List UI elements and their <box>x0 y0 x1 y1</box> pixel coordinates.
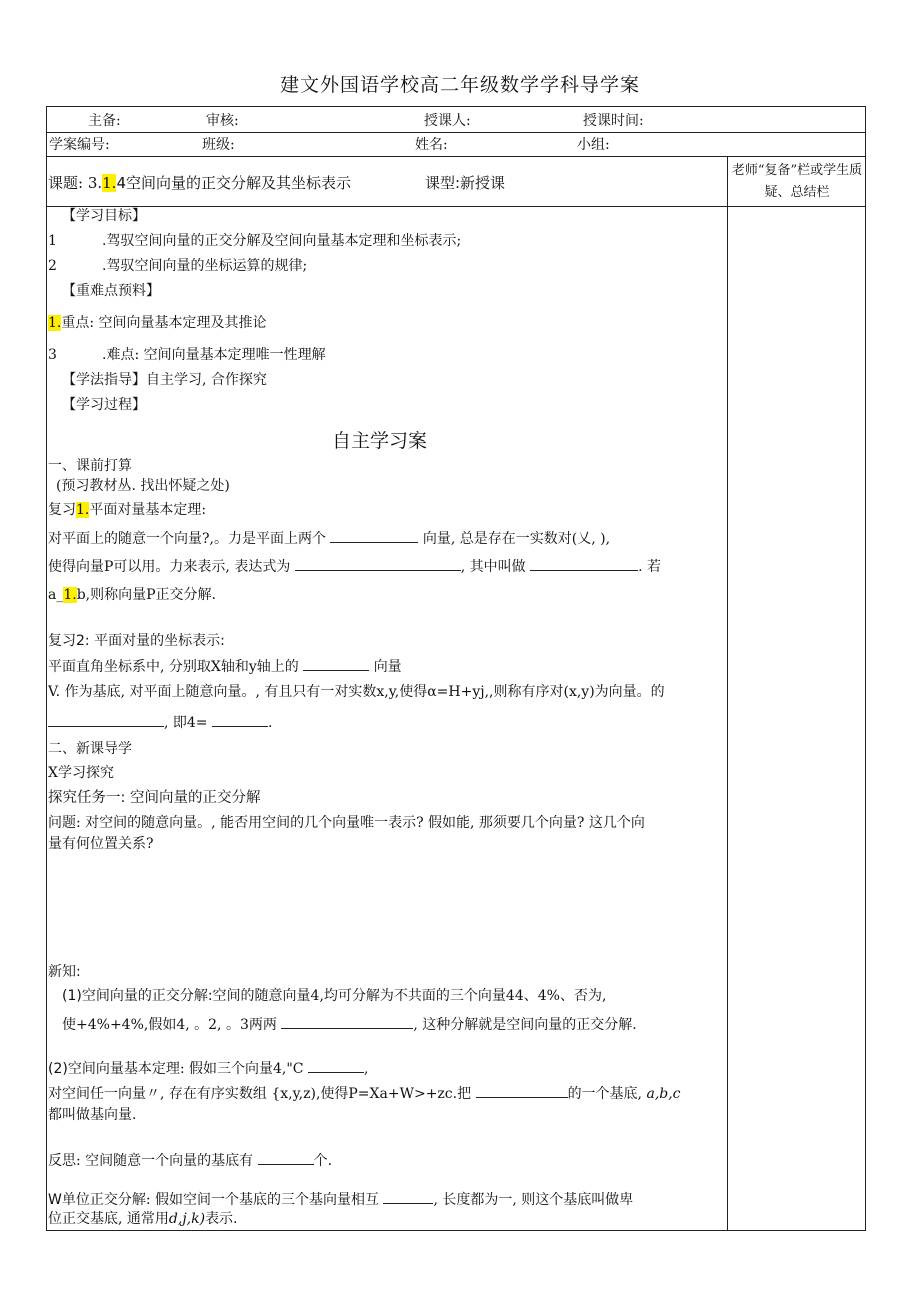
label-shouke-time: 授课时间: <box>583 113 644 129</box>
answer-blank[interactable] <box>530 556 638 571</box>
topic-prefix: 课题: 3. <box>48 174 103 192</box>
key-points-heading: 【重难点预料】 <box>62 283 160 299</box>
key-point-1-highlight: 1. <box>48 315 62 331</box>
row-divider-header <box>46 132 866 133</box>
key-point-1-text: 重点: 空间向量基本定理及其推论 <box>61 315 267 331</box>
process-heading: 【学习过程】 <box>62 397 146 413</box>
label-xiaozu: 小组: <box>577 137 610 153</box>
method-guide: 【学法指导】自主学习, 合作探究 <box>62 372 267 388</box>
prep-subheading: (预习教材丛. 找出怀疑之处) <box>56 478 230 494</box>
unit-decomposition-text-2: , 长度都为一, 则这个基底叫做卑 <box>433 1192 634 1208</box>
review-1-line-3-highlight: 1. <box>63 587 77 603</box>
prep-heading: 一、课前打算 <box>48 458 132 474</box>
new-knowledge-heading: 新知: <box>48 964 81 980</box>
question-line-1: 问题: 对空间的随意向量。, 能否用空间的几个向量唯一表示? 假如能, 那须要几个向量? 这几个向 <box>48 815 645 831</box>
unit-decomposition-label: W单位正交分解 <box>48 1192 146 1208</box>
review-2-heading: 复习2: 平面对量的坐标表示: <box>48 633 225 649</box>
review-2-line-2: V. 作为基底, 对平面上随意向量。, 有且只有一对实数x,y,使得α=H+yj,,则称有序对(x,y)为向量。的 <box>48 684 665 700</box>
unit-basis-label: 位正交基底 <box>48 1211 118 1227</box>
review-1-line-2c: . 若 <box>638 559 662 575</box>
review-1-highlight: 1. <box>76 502 90 518</box>
topic-name: 4空间向量的正交分解及其坐标表示 <box>116 174 351 192</box>
question-line-2: 量有何位置关系? <box>48 836 154 852</box>
point-1-label: (1)空间向量的正交分解:空 <box>62 988 227 1004</box>
point-2-line-1 <box>48 1058 368 1078</box>
label-banji: 班级: <box>202 137 235 153</box>
review-2-line-1b: 向量 <box>373 659 402 675</box>
goal-2-number: 2 <box>48 258 57 274</box>
review-1-line-2 <box>48 556 661 576</box>
review-1-text: 平面对量基本定理: <box>89 502 207 518</box>
review-1-line-3b: b,则称向量P正交分解. <box>76 587 217 603</box>
answer-blank[interactable] <box>476 1083 568 1098</box>
review-2-line-3 <box>48 712 272 732</box>
review-2-line-3a: , 即4= <box>164 715 208 731</box>
review-1-heading <box>48 502 206 519</box>
answer-blank[interactable] <box>383 1189 433 1204</box>
basis-vectors-abc: a,b,c <box>646 1086 681 1102</box>
label-shoukeren: 授课人: <box>424 113 471 129</box>
point-1-line-2a: 使+4%+4%,假如4, 。2, 。3两两 <box>62 1017 277 1033</box>
review-2-line-1 <box>48 656 402 676</box>
label-zhubei: 主备: <box>88 113 121 129</box>
explore-heading: X学习探究 <box>48 765 114 781</box>
point-1-line-2b: , 这种分解就是空间向量的正交分解. <box>413 1017 637 1033</box>
task-1-heading: 探究任务一: 空间向量的正交分解 <box>48 790 261 806</box>
point-2-text-end: , <box>363 1061 369 1077</box>
review-1-line-3a: a_ <box>48 587 64 603</box>
point-2-label: (2)空间向量基本定理 <box>48 1061 180 1077</box>
label-shenhe: 审核: <box>206 113 239 129</box>
review-1-line-1b: 向量, 总是存在一实数对(乂, ), <box>422 531 611 547</box>
lesson-type: 课型:新授课 <box>425 174 506 192</box>
unit-decomposition-line-2 <box>48 1211 238 1228</box>
point-2-line-2b: 的一个基底, <box>567 1086 647 1102</box>
review-1-line-2b: , 其中叫做 <box>460 559 526 575</box>
side-column-divider <box>727 156 728 1231</box>
key-point-2-number: 3 <box>48 347 57 363</box>
answer-blank[interactable] <box>281 1014 413 1029</box>
reflection <box>48 1150 332 1170</box>
review-1-line-3 <box>48 587 216 604</box>
goal-1: .驾驭空间向量的正交分解及空间向量基本定理和坐标表示; <box>102 233 462 249</box>
section-title: 自主学习案 <box>332 430 428 452</box>
point-1-line-1 <box>62 988 606 1005</box>
goal-2: .驾驭空间向量的坐标运算的规律; <box>102 258 308 274</box>
goals-heading: 【学习目标】 <box>62 208 146 224</box>
topic-highlight: 1. <box>102 174 117 192</box>
unit-basis-text: , 通常用 <box>118 1211 169 1227</box>
answer-blank[interactable] <box>295 556 461 571</box>
key-point-1 <box>48 315 267 332</box>
point-2-line-2a: 对空间任一向量〃, 存在有序实数组 {x,y,z),使得P=Xa+W>+zc.把 <box>48 1086 472 1102</box>
review-1-line-2a: 使得向量P可以用。力来表示, 表达式为 <box>48 559 291 575</box>
review-1-line-1a: 对平面上的随意一个向量?,。力是平面上两个 <box>48 531 326 547</box>
answer-blank[interactable] <box>330 528 418 543</box>
unit-basis-end: 表示. <box>205 1211 238 1227</box>
answer-blank[interactable] <box>258 1150 314 1165</box>
goal-1-number: 1 <box>48 233 57 249</box>
point-2-line-2 <box>48 1083 681 1103</box>
answer-blank[interactable] <box>48 712 164 727</box>
review-1-label: 复习 <box>48 502 76 518</box>
answer-blank[interactable] <box>212 712 268 727</box>
point-2-text: : 假如三个向量4,"C <box>179 1061 304 1077</box>
document-title: 建文外国语学校高二年级数学学科导学案 <box>279 74 640 96</box>
reflection-text: 反思: 空间随意一个向量的基底有 <box>48 1153 254 1169</box>
lesson-topic <box>48 174 351 192</box>
answer-blank[interactable] <box>303 656 369 671</box>
point-1-line-2 <box>62 1014 637 1034</box>
reflection-end: 个. <box>313 1153 333 1169</box>
point-1-text: 间的随意向量4,均可分解为不共面的三个向量44、4%、否为, <box>226 988 607 1004</box>
key-point-2: .难点: 空间向量基本定理唯一性理解 <box>102 347 326 363</box>
label-xuean-no: 学案编号: <box>49 137 110 153</box>
new-lesson-heading: 二、新课导学 <box>48 741 132 757</box>
side-column-header: 老师“复备”栏或学生质疑、总结栏 <box>731 163 863 200</box>
row-divider-info <box>46 156 866 157</box>
unit-basis-ijk: d,j,k) <box>168 1211 206 1227</box>
row-divider-topic <box>46 206 866 207</box>
unit-decomposition-text: : 假如空间一个基底的三个基向量相互 <box>145 1192 380 1208</box>
answer-blank[interactable] <box>308 1058 364 1073</box>
review-1-line-1 <box>48 528 610 548</box>
point-2-line-3: 都叫做基向量. <box>48 1107 137 1123</box>
review-2-line-1a: 平面直角坐标系中, 分别取X轴和y轴上的 <box>48 659 299 675</box>
review-2-line-3-end: . <box>268 715 273 731</box>
unit-decomposition-line-1 <box>48 1189 633 1209</box>
label-xingming: 姓名: <box>415 137 448 153</box>
